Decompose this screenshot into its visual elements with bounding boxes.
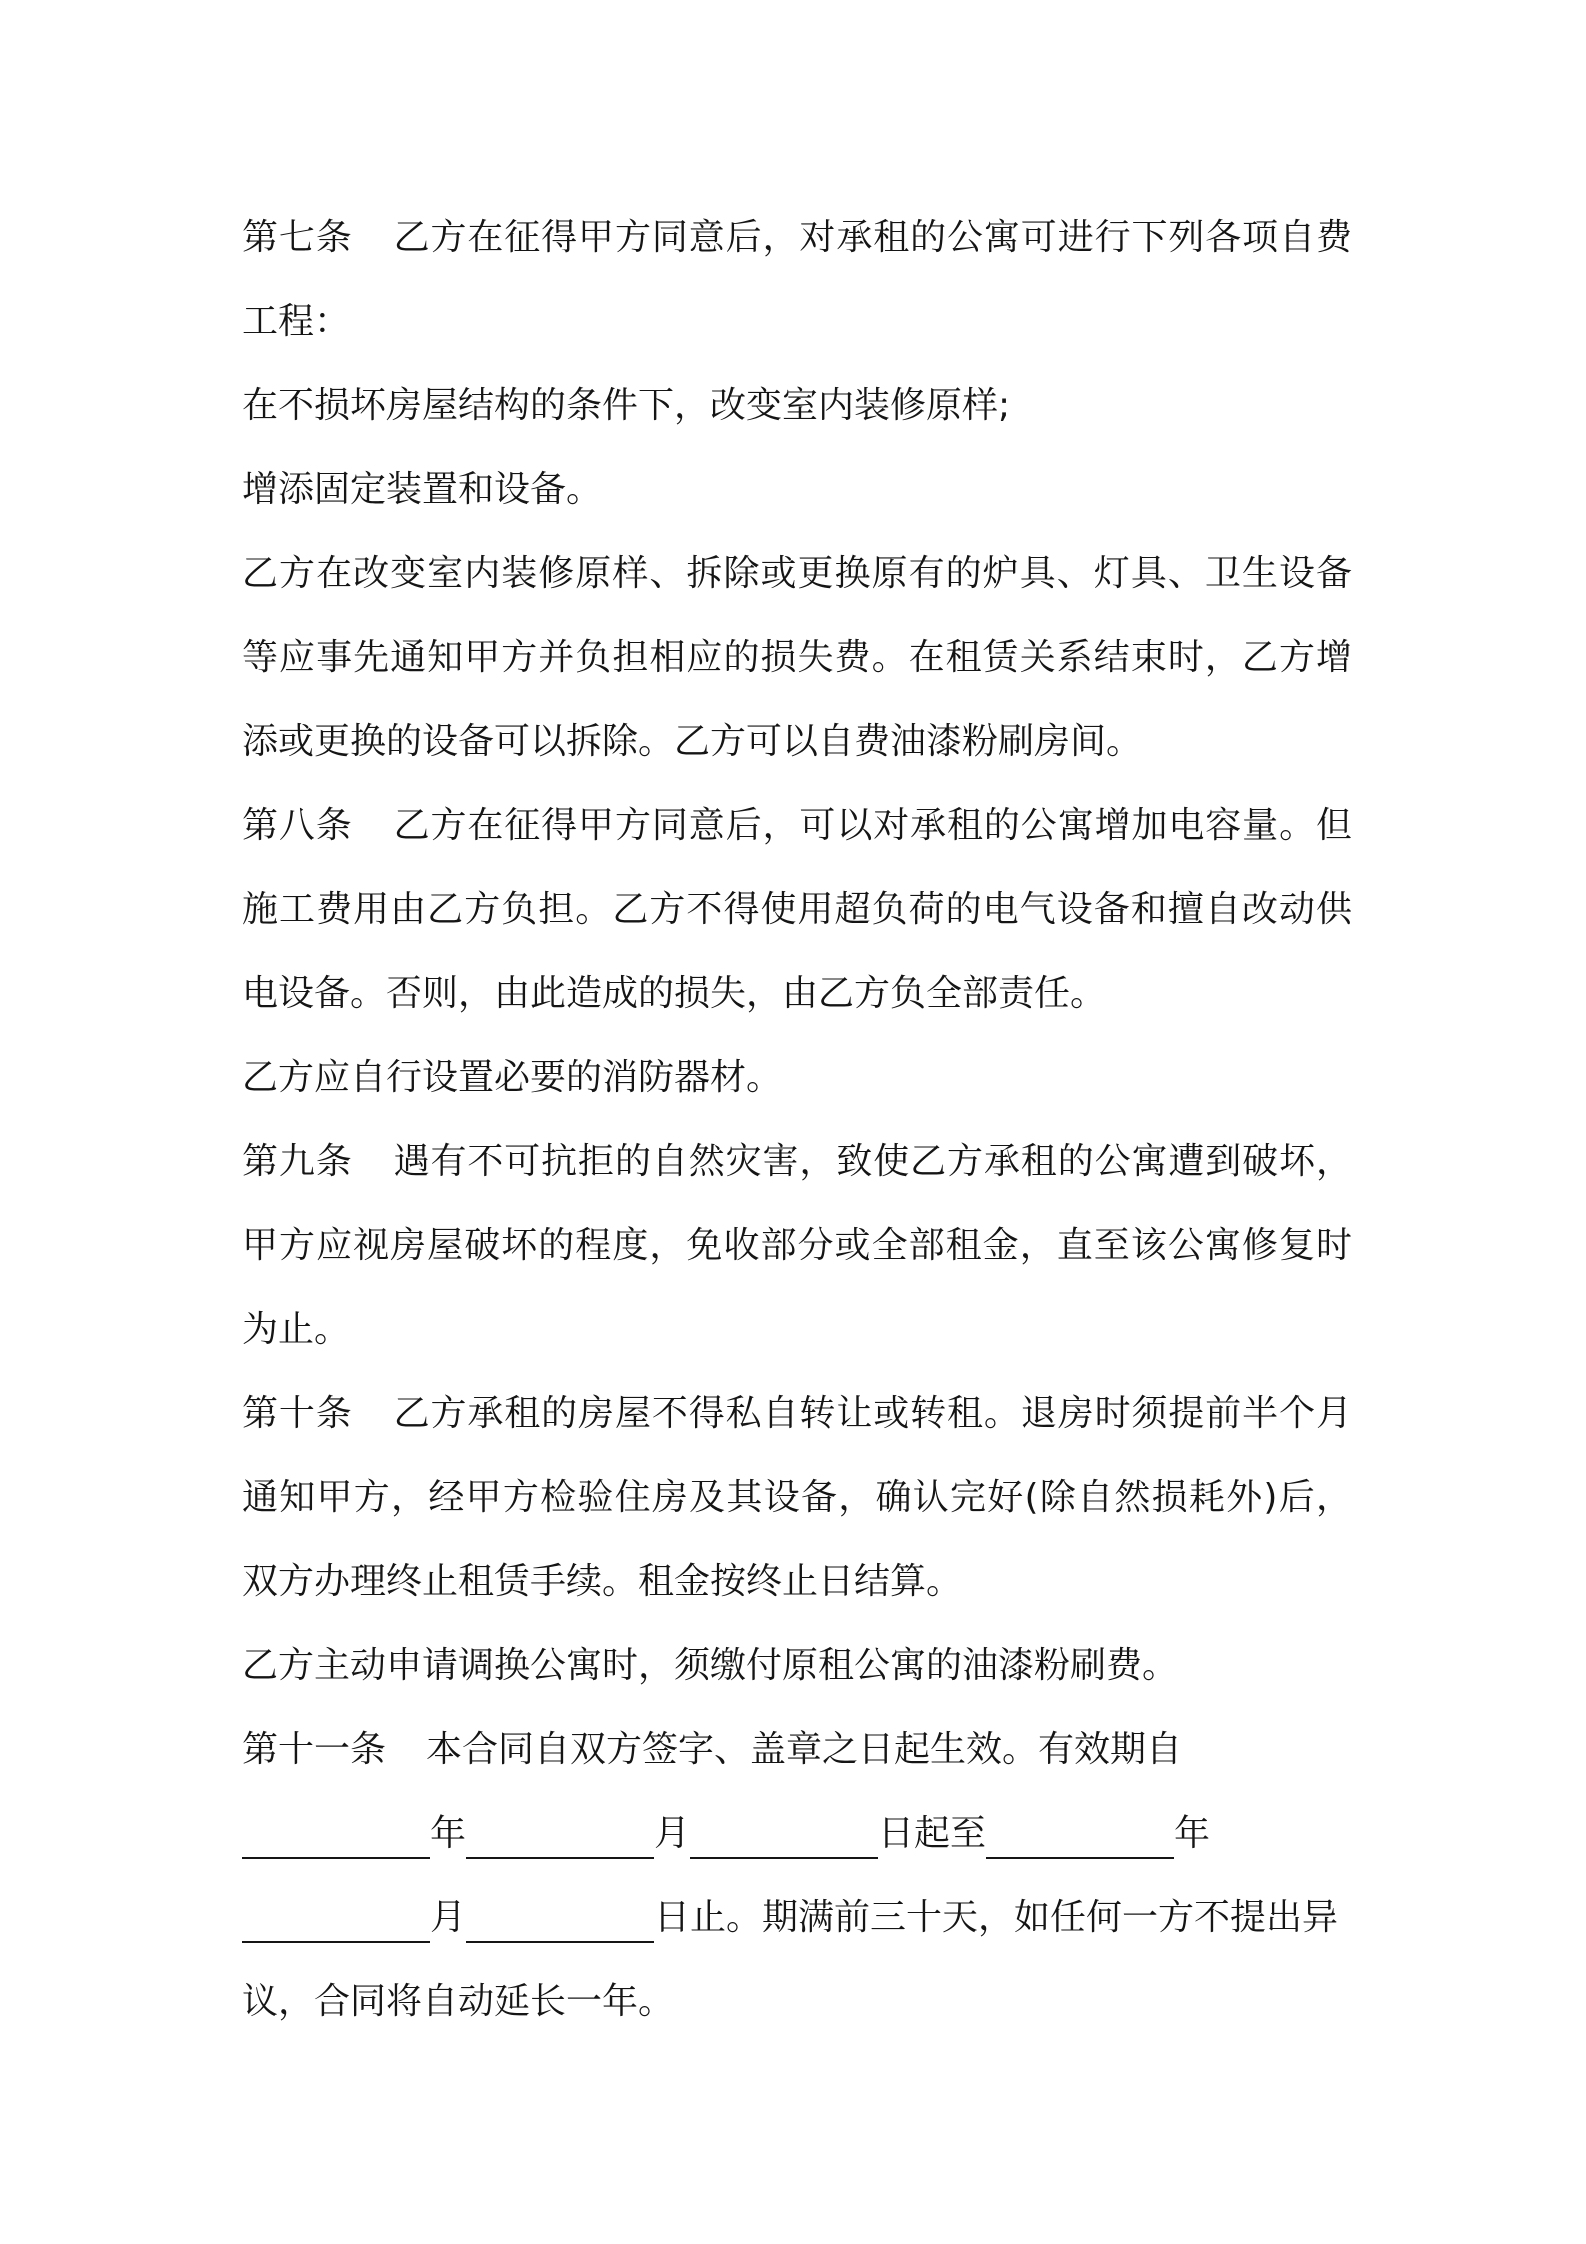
article-7-line-2: 工程：: [242, 301, 351, 342]
article-10-heading: 第十条: [242, 1393, 353, 1434]
article-7-para-line-2: 等应事先通知甲方并负担相应的损失费。在租赁关系结束时，乙方增: [242, 637, 1352, 678]
article-9-heading: 第九条: [242, 1141, 353, 1182]
article-7-para-line-3: 添或更换的设备可以拆除。乙方可以自费油漆粉刷房间。: [242, 721, 1143, 762]
article-8-text: 乙方在征得甲方同意后，可以对承租的公寓增加电容量。但: [392, 805, 1352, 846]
end-month-label: 月: [430, 1897, 467, 1938]
article-10-line-2: 通知甲方，经甲方检验住房及其设备，确认完好(除自然损耗外)后，: [242, 1477, 1352, 1518]
article-7-para-line-1: 乙方在改变室内装修原样、拆除或更换原有的炉具、灯具、卫生设备: [242, 553, 1352, 594]
end-year-label: 年: [1174, 1813, 1211, 1854]
article-9-text: 遇有不可抗拒的自然灾害，致使乙方承租的公寓遭到破坏，: [392, 1141, 1352, 1182]
article-9-line-2: 甲方应视房屋破坏的程度，免收部分或全部租金，直至该公寓修复时: [242, 1225, 1352, 1266]
article-8-line-2: 施工费用由乙方负担。乙方不得使用超负荷的电气设备和擅自改动供: [242, 889, 1352, 930]
article-11-date-line-1: [242, 1792, 1352, 1876]
article-10-text: 乙方承租的房屋不得私自转让或转租。退房时须提前半个月: [392, 1393, 1352, 1434]
start-month-label: 月: [654, 1813, 691, 1854]
end-month-blank[interactable]: [242, 1891, 430, 1943]
end-year-blank[interactable]: [986, 1807, 1174, 1859]
start-month-blank[interactable]: [466, 1807, 654, 1859]
end-day-text: 日止。期满前三十天，如任何一方不提出异: [654, 1897, 1339, 1938]
article-11-last-line: 议，合同将自动延长一年。: [242, 1981, 675, 2022]
end-day-blank[interactable]: [466, 1891, 654, 1943]
article-11-text: 本合同自双方签字、盖章之日起生效。有效期自: [426, 1729, 1183, 1770]
article-7-item-1: 在不损坏房屋结构的条件下，改变室内装修原样;: [242, 385, 1011, 426]
article-8-line-3: 电设备。否则，由此造成的损失，由乙方负全部责任。: [242, 973, 1107, 1014]
start-day-label: 日起至: [878, 1813, 987, 1854]
article-11-line-1: [242, 1708, 1352, 1792]
article-7-line-1: [242, 196, 1352, 280]
article-9-line-1: [242, 1120, 1352, 1204]
article-7-heading: 第七条: [242, 217, 353, 258]
start-day-blank[interactable]: [690, 1807, 878, 1859]
article-8-line-1: [242, 784, 1352, 868]
article-10-line-1: [242, 1372, 1352, 1456]
article-11-date-line-2: [242, 1876, 1352, 1960]
article-7-text: 乙方在征得甲方同意后，对承租的公寓可进行下列各项自费: [392, 217, 1352, 258]
article-8-heading: 第八条: [242, 805, 353, 846]
start-year-blank[interactable]: [242, 1807, 430, 1859]
article-11-heading: 第十一条: [242, 1729, 387, 1770]
article-8-line-4: 乙方应自行设置必要的消防器材。: [242, 1057, 783, 1098]
article-9-line-3: 为止。: [242, 1309, 351, 1350]
article-7-item-2: 增添固定装置和设备。: [242, 469, 603, 510]
contract-body: [242, 196, 1352, 2044]
article-10-line-3: 双方办理终止租赁手续。租金按终止日结算。: [242, 1561, 963, 1602]
article-10-line-4: 乙方主动申请调换公寓时，须缴付原租公寓的油漆粉刷费。: [242, 1645, 1179, 1686]
start-year-label: 年: [430, 1813, 467, 1854]
